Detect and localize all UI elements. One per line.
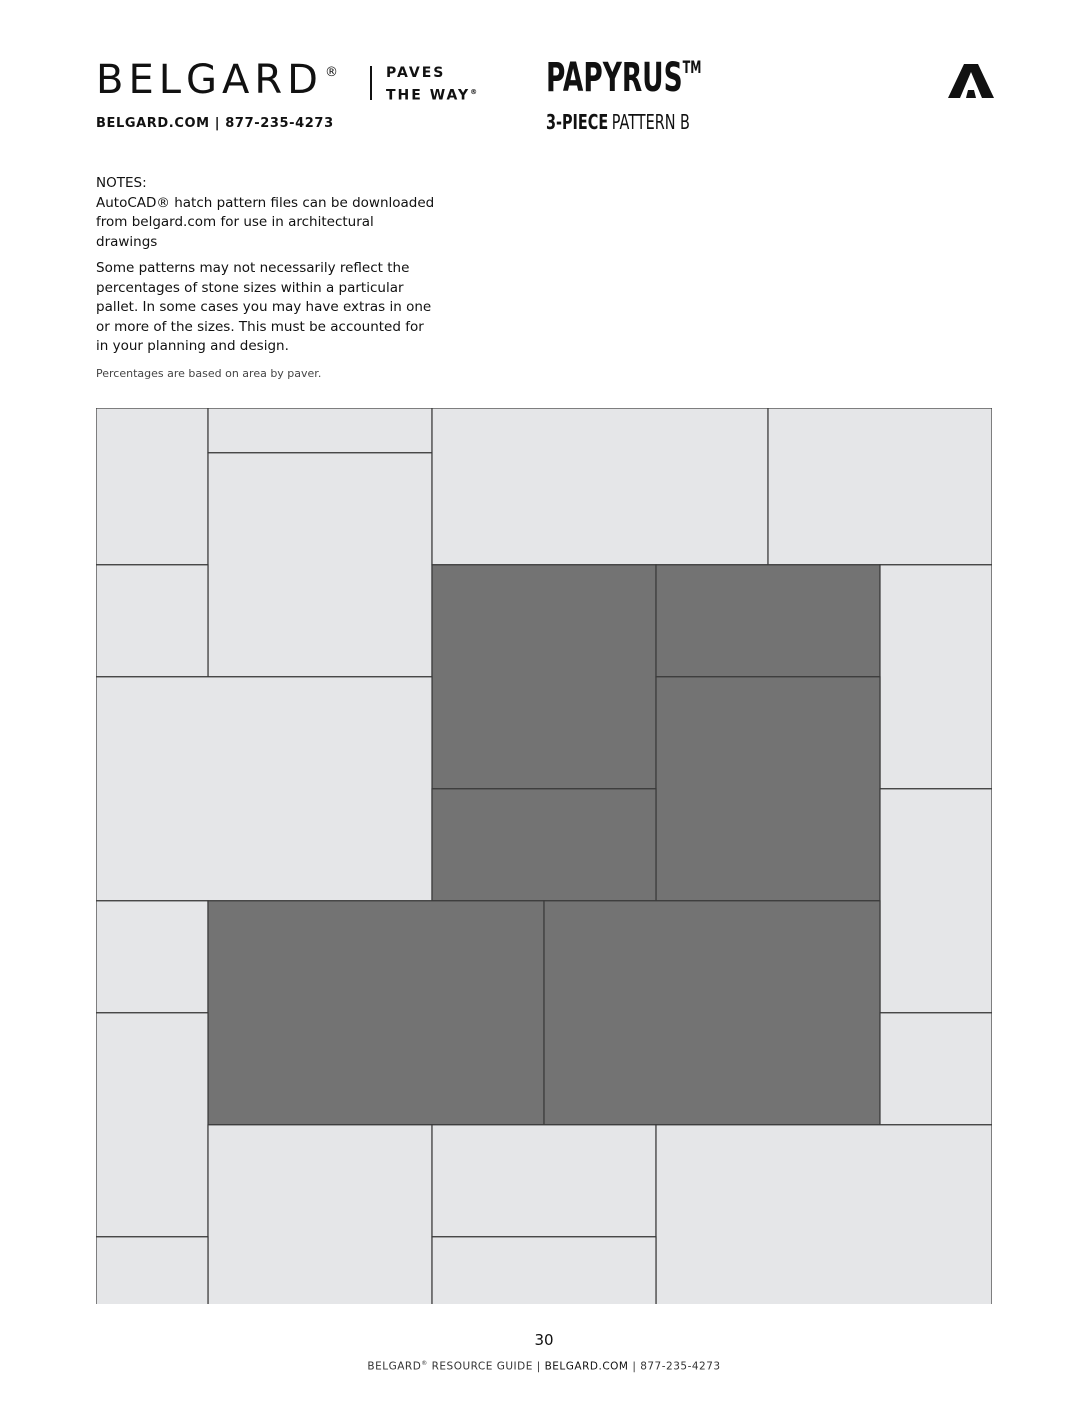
tagline-line-1: PAVES [386, 65, 446, 81]
paver-light-0 [96, 408, 208, 565]
paver-light-4 [768, 408, 992, 565]
brand-tagline [386, 64, 477, 106]
paver-dark-15 [544, 901, 880, 1125]
pattern-subtitle [546, 110, 690, 134]
notes-disclaimer: Some patterns may not necessarily reflect the percentages of stone sizes within a particular pallet. In some cases you may have extras in one or more of the sizes. This must be accounted for in your planning and design. [96, 260, 432, 354]
paver-light-2 [208, 453, 432, 677]
paver-light-19 [432, 1125, 656, 1237]
footer-registered-mark: ® [421, 1360, 428, 1367]
footer-site-link: BELGARD.COM [544, 1360, 629, 1373]
paver-light-12 [880, 789, 992, 1013]
notes-section [96, 174, 436, 390]
paver-dark-14 [208, 901, 544, 1125]
paver-light-20 [656, 1125, 992, 1304]
belgard-a-logo-icon [948, 64, 994, 98]
paver-light-13 [96, 901, 208, 1013]
brand-divider [370, 66, 372, 100]
paver-light-8 [880, 565, 992, 789]
product-name: PAPYRUS [546, 55, 683, 101]
product-trademark: TM [682, 58, 702, 78]
paver-light-1 [208, 408, 432, 453]
paver-pattern [96, 408, 992, 1304]
paver-light-18 [208, 1125, 432, 1304]
pattern-name: PATTERN B [611, 110, 690, 134]
brand-registered-mark: ® [324, 65, 338, 80]
footer [0, 1360, 1088, 1373]
paver-light-5 [96, 565, 208, 677]
notes-percentages: Percentages are based on area by paver. [96, 366, 322, 380]
pattern-piece-count: 3-PIECE [546, 110, 609, 134]
paver-dark-11 [432, 789, 656, 901]
paver-light-22 [432, 1237, 656, 1304]
paver-light-3 [432, 408, 768, 565]
header-contact: BELGARD.COM | 877-235-4273 [96, 116, 334, 131]
notes-autocad: AutoCAD® hatch pattern files can be downloaded from belgard.com for use in architectural drawings [96, 194, 435, 250]
paver-light-21 [96, 1237, 208, 1304]
tagline-line-2: THE WAY® [386, 87, 478, 104]
paver-pattern-drawing [96, 408, 992, 1304]
paver-dark-7 [656, 565, 880, 677]
tagline-registered-mark: ® [470, 88, 478, 96]
brand-name: BELGARD [96, 57, 323, 103]
page-number: 30 [534, 1331, 554, 1349]
footer-phone: | 877-235-4273 [628, 1360, 721, 1373]
footer-brand: BELGARD [367, 1360, 422, 1373]
brand-wordmark [96, 57, 338, 103]
paver-dark-10 [656, 677, 880, 901]
notes-heading: NOTES: [96, 175, 147, 191]
footer-guide-label: RESOURCE GUIDE | [427, 1360, 545, 1373]
product-title [546, 55, 702, 101]
paver-light-16 [96, 1013, 208, 1237]
paver-light-17 [880, 1013, 992, 1125]
paver-light-9 [96, 677, 432, 901]
paver-dark-6 [432, 565, 656, 789]
